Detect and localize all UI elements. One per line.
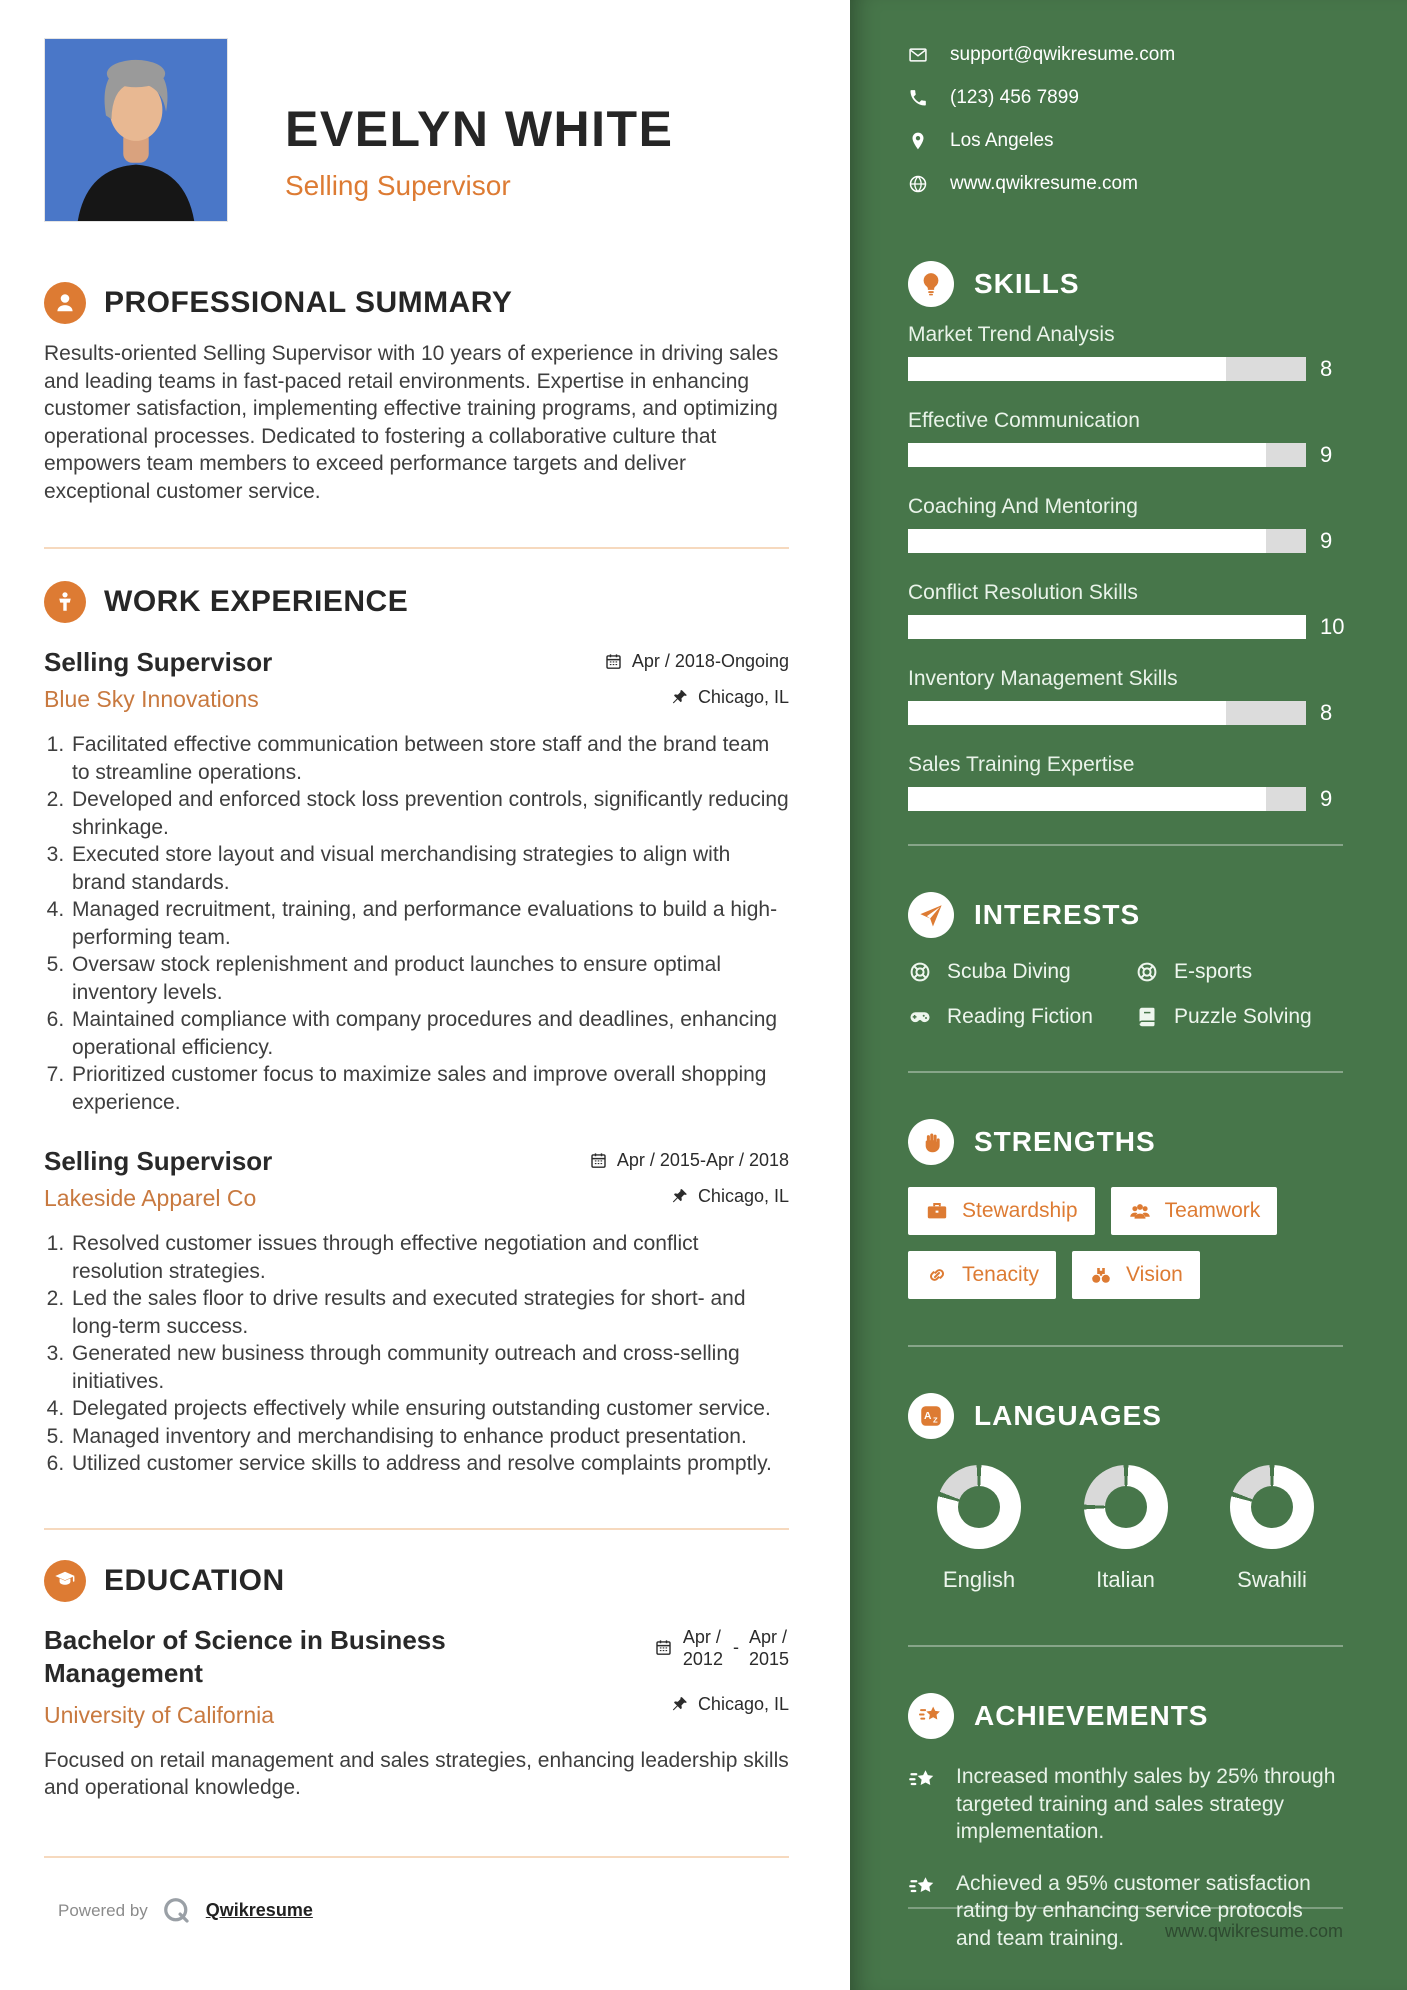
powered-by-row	[58, 1896, 789, 1926]
job-bullet: 5. Oversaw stock replenishment and product launches to ensure optimal inventory levels.	[70, 951, 789, 1006]
skill-value: 10	[1320, 614, 1345, 639]
job-bullet: 7. Prioritized customer focus to maximize sales and improve overall shopping experience.	[70, 1061, 789, 1116]
job-title: Selling Supervisor	[44, 1146, 273, 1176]
skill-item	[908, 753, 1343, 812]
contact-email-text: support@qwikresume.com	[950, 44, 1176, 65]
section-divider	[44, 1528, 789, 1530]
contact-website[interactable]	[908, 173, 1343, 195]
skill-value: 9	[1320, 528, 1333, 553]
interest-label: Scuba Diving	[947, 960, 1071, 983]
summary-section	[44, 282, 789, 505]
skill-bar	[908, 787, 1306, 811]
skill-value: 8	[1320, 700, 1333, 725]
summary-heading: PROFESSIONAL SUMMARY	[104, 286, 513, 319]
education-date-end	[749, 1626, 789, 1670]
sidebar-divider	[908, 1345, 1343, 1347]
job-location-text: Chicago, IL	[697, 1186, 789, 1206]
pushpin-icon	[670, 1187, 689, 1206]
education-section-header	[44, 1560, 789, 1602]
education-location	[654, 1694, 789, 1715]
education-date	[654, 1626, 789, 1670]
education-left	[44, 1624, 474, 1729]
podium-icon	[44, 581, 86, 623]
job-header	[44, 1146, 789, 1177]
language-label: Swahili	[1237, 1567, 1307, 1592]
skill-value: 9	[1320, 442, 1333, 467]
job-bullet: 2. Developed and enforced stock loss prevention controls, significantly reducing shrinkage.	[70, 786, 789, 841]
shooting-star-icon	[908, 1693, 954, 1739]
sidebar	[850, 0, 1407, 1990]
work-section-header	[44, 581, 789, 623]
job-date	[604, 651, 789, 672]
skills-heading: SKILLS	[974, 268, 1080, 299]
briefcase-icon	[925, 1199, 949, 1223]
summary-section-header	[44, 282, 789, 324]
skill-label: Conflict Resolution Skills	[908, 581, 1138, 604]
lightbulb-icon	[908, 261, 954, 307]
skill-value: 9	[1320, 786, 1333, 811]
strength-label: Stewardship	[962, 1199, 1078, 1222]
job-header	[44, 647, 789, 678]
pushpin-icon	[670, 688, 689, 707]
achievements-section-header	[908, 1693, 1343, 1739]
map-pin-icon	[908, 131, 928, 151]
education-location-row	[670, 1694, 789, 1715]
qwikresume-logo-icon	[162, 1896, 192, 1926]
job-bullet: 1. Resolved customer issues through effective negotiation and conflict resolution strategies.	[70, 1230, 789, 1285]
work-experience-section	[44, 581, 789, 1478]
education-heading: EDUCATION	[104, 1563, 285, 1597]
education-date-start	[683, 1626, 723, 1670]
phone-icon	[908, 88, 928, 108]
skill-bar	[908, 357, 1306, 381]
skill-item	[908, 323, 1343, 382]
skill-bar	[908, 701, 1306, 725]
education-right	[654, 1624, 789, 1729]
name-block	[285, 38, 673, 222]
summary-text: Results-oriented Selling Supervisor with 10 years of experience in driving sales and leading teams in fast-paced retail environments. Expertise in enhancing customer satisfaction, implementing effective training programs, and optimizing operational processes. Dedicated to fostering a collaborative culture that empowers team members to exceed performance targets and deliver exceptional customer service.	[44, 342, 779, 503]
sidebar-footer-divider	[908, 1907, 1343, 1909]
graduation-icon	[44, 1560, 86, 1602]
language-donut-chart	[937, 1465, 1021, 1549]
interests-list	[908, 960, 1343, 1029]
job-bullet: 3. Generated new business through community outreach and cross-selling initiatives.	[70, 1340, 789, 1395]
skill-item	[908, 581, 1343, 640]
calendar-icon	[589, 1151, 608, 1170]
job-date-text: Apr / 2018-Ongoing	[631, 651, 789, 671]
interests-section	[908, 892, 1343, 1029]
interest-label: Reading Fiction	[947, 1005, 1093, 1028]
skill-label: Effective Communication	[908, 409, 1140, 432]
job-entry	[44, 1146, 789, 1478]
education-description: Focused on retail management and sales strategies, enhancing leadership skills and operational knowledge.	[44, 1748, 789, 1799]
education-entry	[44, 1624, 789, 1729]
sidebar-footer	[908, 1907, 1343, 1942]
language-item	[1061, 1465, 1191, 1593]
job-location	[670, 1186, 789, 1207]
contact-phone-text: (123) 456 7899	[950, 87, 1079, 108]
interests-heading: INTERESTS	[974, 899, 1141, 930]
job-title: Selling Supervisor	[44, 647, 273, 677]
job-bullet-list	[44, 1230, 789, 1478]
language-item	[1207, 1465, 1337, 1593]
contact-website-text: www.qwikresume.com	[950, 173, 1138, 194]
interest-item	[1135, 960, 1343, 984]
strength-chip	[908, 1187, 1095, 1235]
translate-icon	[908, 1393, 954, 1439]
skill-value: 8	[1320, 356, 1333, 381]
sidebar-divider	[908, 844, 1343, 846]
language-label: Italian	[1096, 1567, 1155, 1592]
work-heading: WORK EXPERIENCE	[104, 585, 409, 618]
achievement-item	[908, 1763, 1343, 1846]
company-name: Blue Sky Innovations	[44, 686, 259, 712]
language-label: English	[942, 1567, 1016, 1592]
date-start-year: 2012	[682, 1648, 723, 1669]
globe-icon	[908, 174, 928, 194]
school-name: University of California	[44, 1701, 275, 1728]
strength-chip	[1072, 1251, 1200, 1299]
achievements-heading: ACHIEVEMENTS	[974, 1700, 1209, 1731]
degree-name: Bachelor of Science in Business Management	[44, 1624, 446, 1688]
paper-plane-icon	[908, 892, 954, 938]
job-bullet: 6. Utilized customer service skills to address and resolve complaints promptly.	[70, 1450, 789, 1478]
job-bullet: 4. Managed recruitment, training, and performance evaluations to build a high-performing team.	[70, 896, 789, 951]
strengths-section	[908, 1119, 1343, 1299]
section-divider	[44, 547, 789, 549]
interest-item	[908, 960, 1135, 984]
candidate-title: Selling Supervisor	[285, 170, 511, 201]
skill-item	[908, 495, 1343, 554]
skill-bar	[908, 615, 1306, 639]
job-bullet-list	[44, 731, 789, 1116]
languages-section	[908, 1393, 1343, 1593]
lifebuoy-icon	[1135, 960, 1159, 984]
job-bullet: 2. Led the sales floor to drive results and executed strategies for short- and long-term success.	[70, 1285, 789, 1340]
chain-icon	[925, 1263, 949, 1287]
job-bullet: 5. Managed inventory and merchandising to enhance product presentation.	[70, 1423, 789, 1451]
job-date-text: Apr / 2015-Apr / 2018	[616, 1150, 789, 1170]
skills-section	[908, 261, 1343, 812]
strength-chip	[1111, 1187, 1278, 1235]
gamepad-icon	[908, 1005, 932, 1029]
strength-label: Teamwork	[1164, 1199, 1261, 1222]
skill-bar	[908, 443, 1306, 467]
shooting-star-icon	[908, 1763, 940, 1846]
qwikresume-link[interactable]: Qwikresume	[205, 1900, 313, 1920]
job-location	[670, 687, 789, 708]
languages-heading: LANGUAGES	[974, 1400, 1162, 1431]
sidebar-footer-url[interactable]: www.qwikresume.com	[1164, 1921, 1343, 1941]
fist-icon	[908, 1119, 954, 1165]
profile-photo-illustration	[45, 39, 227, 221]
strengths-list	[908, 1187, 1343, 1299]
footer-divider	[44, 1856, 789, 1858]
company-name: Lakeside Apparel Co	[44, 1185, 257, 1211]
achievement-text: Increased monthly sales by 25% through targeted training and sales strategy implementation.	[956, 1765, 1336, 1843]
contact-email[interactable]	[908, 44, 1343, 66]
job-bullet: 4. Delegated projects effectively while ensuring outstanding customer service.	[70, 1395, 789, 1423]
job-bullet: 3. Executed store layout and visual merchandising strategies to align with brand standards.	[70, 841, 789, 896]
strengths-section-header	[908, 1119, 1343, 1165]
users-icon	[1128, 1199, 1152, 1223]
language-item	[914, 1465, 1044, 1593]
sidebar-divider	[908, 1645, 1343, 1647]
lifebuoy-icon	[908, 960, 932, 984]
skill-label: Sales Training Expertise	[908, 753, 1135, 776]
interest-label: Puzzle Solving	[1174, 1005, 1312, 1028]
contact-phone[interactable]	[908, 87, 1343, 109]
strength-chip	[908, 1251, 1056, 1299]
job-bullet: 6. Maintained compliance with company procedures and deadlines, enhancing operational efficiency.	[70, 1006, 789, 1061]
mail-icon	[908, 45, 928, 65]
person-icon	[44, 282, 86, 324]
job-entry	[44, 647, 789, 1116]
skill-bar	[908, 529, 1306, 553]
date-end-month: Apr /	[748, 1626, 787, 1647]
date-end-year: 2015	[748, 1648, 789, 1669]
interest-item	[908, 1005, 1135, 1029]
powered-by-label: Powered by	[58, 1900, 148, 1920]
job-date	[589, 1150, 789, 1171]
language-donut-chart	[1230, 1465, 1314, 1549]
candidate-name: EVELYN WHITE	[285, 101, 674, 157]
job-subheader	[44, 1185, 789, 1212]
strength-label: Vision	[1126, 1263, 1183, 1286]
date-separator: -	[732, 1637, 739, 1657]
contact-section	[908, 0, 1343, 195]
job-subheader	[44, 686, 789, 713]
education-section	[44, 1560, 789, 1802]
pushpin-icon	[670, 1695, 689, 1714]
interest-label: E-sports	[1174, 960, 1253, 983]
languages-section-header	[908, 1393, 1343, 1439]
job-bullet: 1. Facilitated effective communication between store staff and the brand team to streamline operations.	[70, 731, 789, 786]
binoculars-icon	[1089, 1263, 1113, 1287]
achievement-text: Achieved a 95% customer satisfaction rating by enhancing service protocols and team training.	[956, 1871, 1311, 1950]
skill-label: Market Trend Analysis	[908, 323, 1115, 346]
contact-city-text: Los Angeles	[950, 130, 1054, 151]
education-location-text: Chicago, IL	[697, 1693, 789, 1714]
book-icon	[1135, 1005, 1159, 1029]
interests-section-header	[908, 892, 1343, 938]
sidebar-divider	[908, 1071, 1343, 1073]
calendar-icon	[654, 1638, 673, 1657]
strengths-heading: STRENGTHS	[974, 1126, 1156, 1157]
date-start-month: Apr /	[682, 1626, 721, 1647]
skill-item	[908, 667, 1343, 726]
skills-list	[908, 323, 1343, 812]
job-location-text: Chicago, IL	[697, 687, 789, 707]
calendar-icon	[604, 652, 623, 671]
skill-item	[908, 409, 1343, 468]
profile-photo	[44, 38, 228, 222]
contact-city	[908, 130, 1343, 152]
interest-item	[1135, 1005, 1343, 1029]
language-donut-chart	[1084, 1465, 1168, 1549]
skills-section-header	[908, 261, 1343, 307]
strength-label: Tenacity	[962, 1263, 1040, 1286]
profile-header	[44, 38, 789, 222]
skill-label: Inventory Management Skills	[908, 667, 1178, 690]
languages-list	[908, 1465, 1343, 1593]
skill-label: Coaching And Mentoring	[908, 495, 1138, 518]
